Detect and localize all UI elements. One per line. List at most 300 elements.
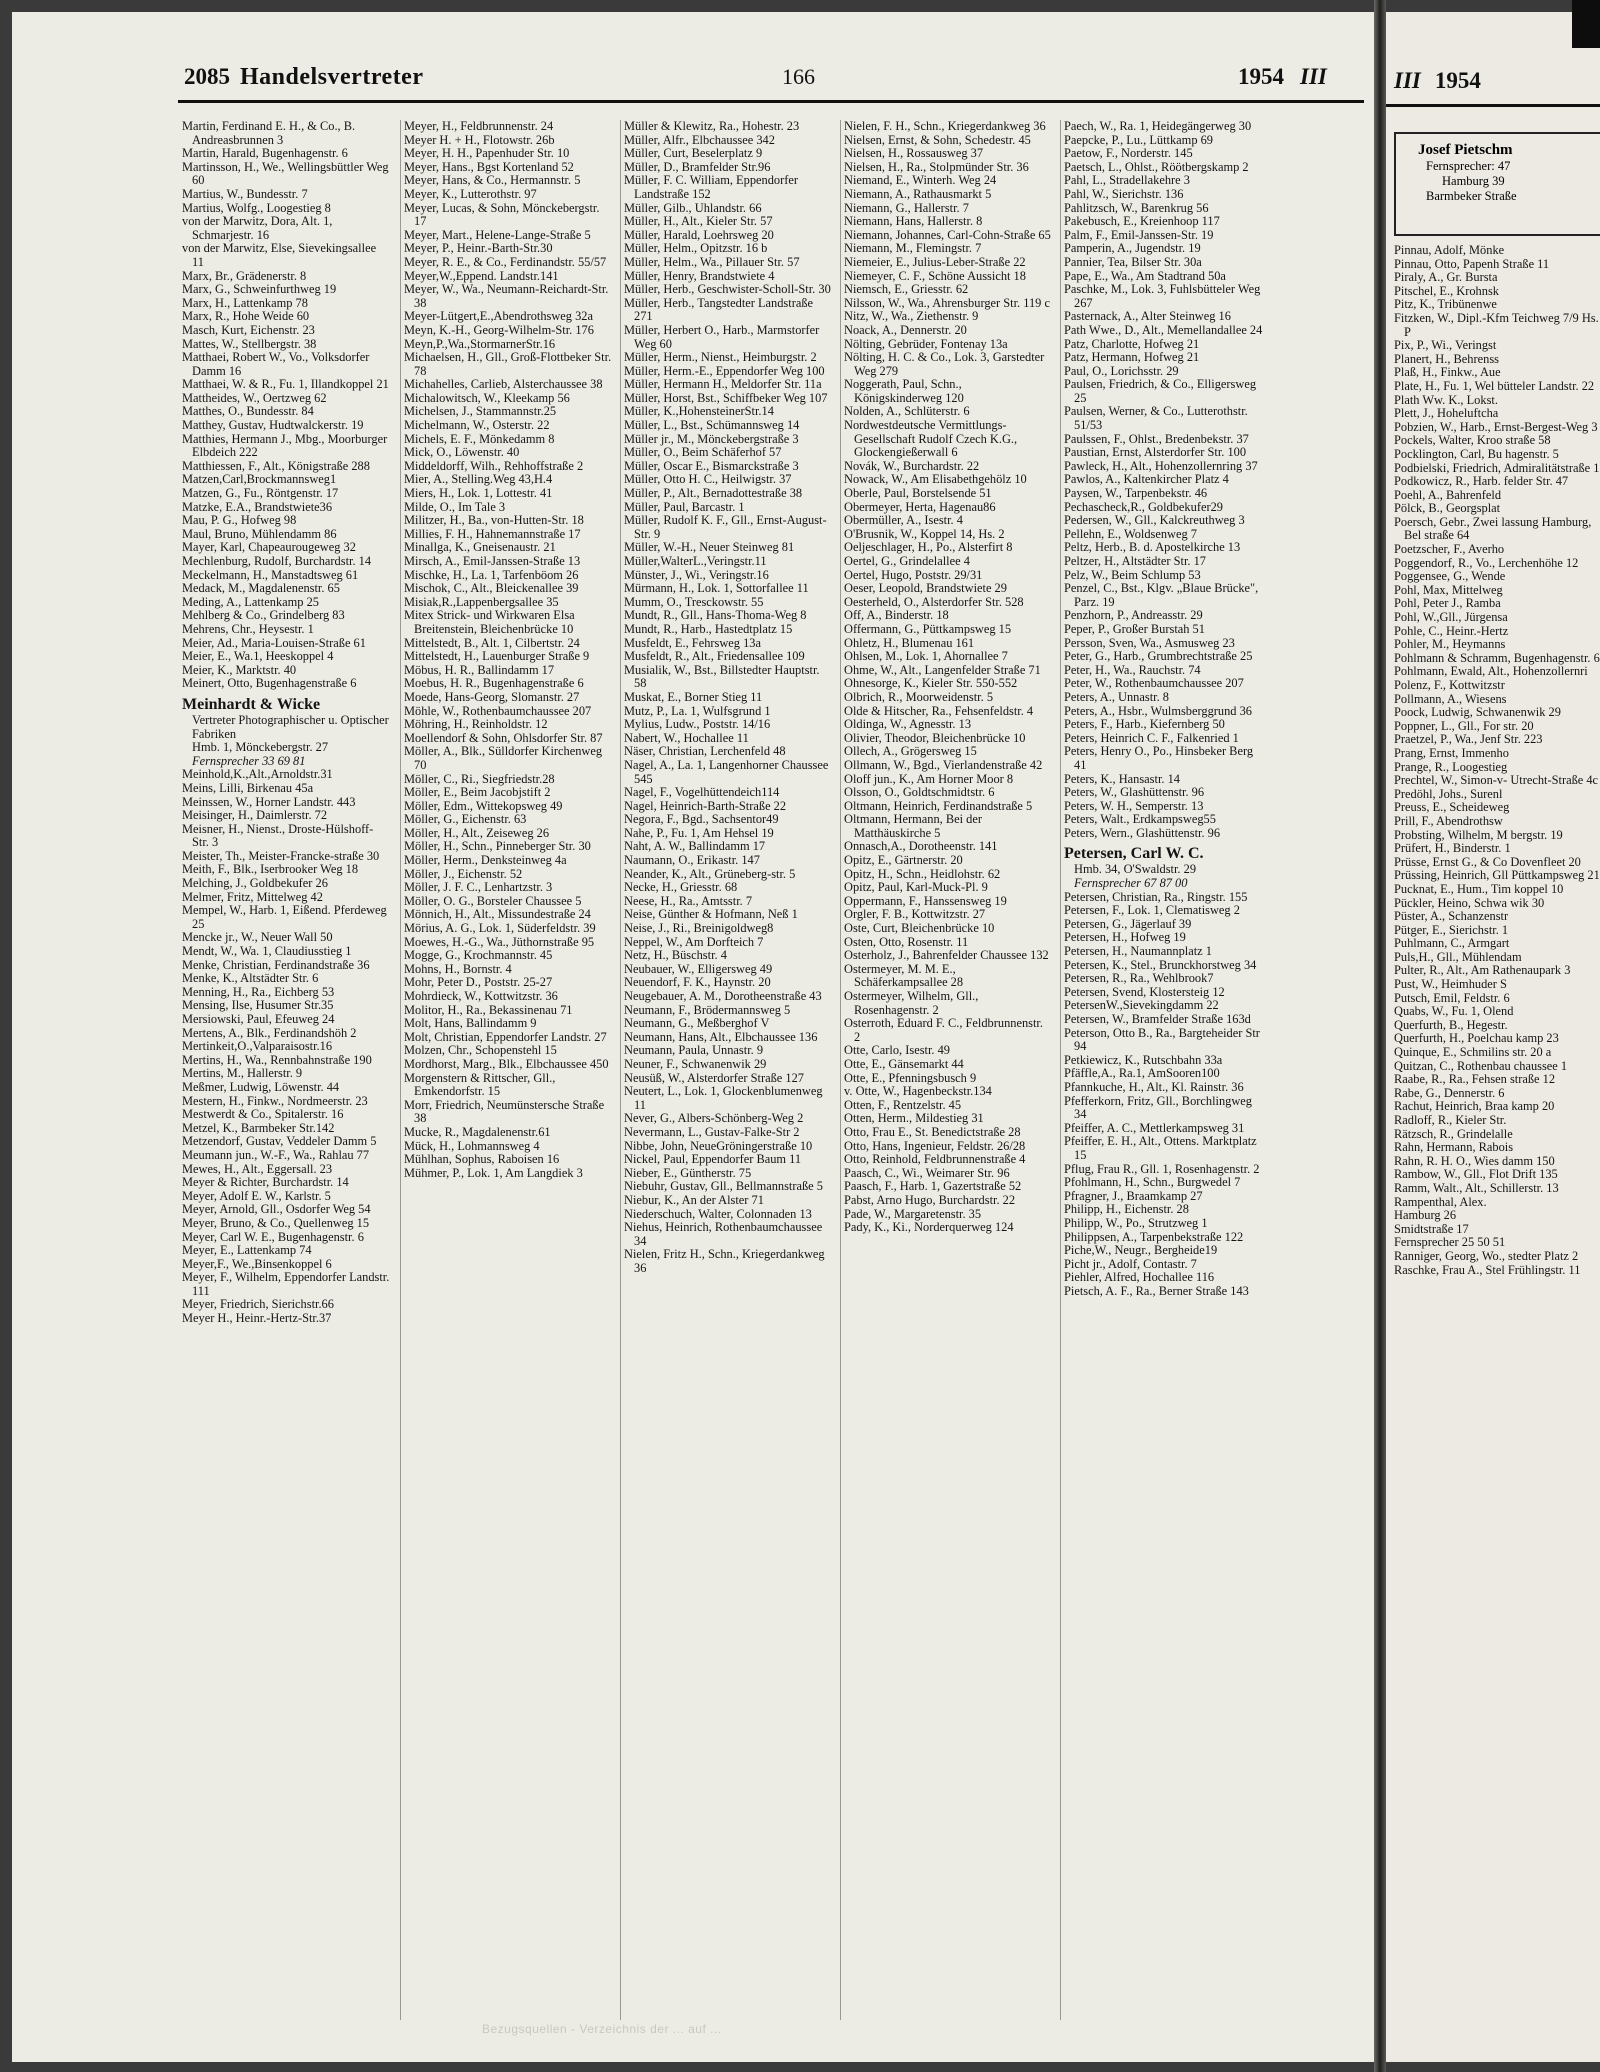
directory-entry: Nölting, H. C. & Co., Lok. 3, Garstedter Weg 279 bbox=[844, 350, 1045, 378]
directory-entry: Müller, K.,HohensteinerStr.14 bbox=[624, 404, 774, 419]
directory-entry: Pfeiffer, E. H., Alt., Ottens. Marktplatz 15 bbox=[1064, 1134, 1257, 1162]
directory-entry: Niemann, Johannes, Carl-Cohn-Straße 65 bbox=[844, 227, 1051, 242]
directory-entry: Niemeyer, C. F., Schöne Aussicht 18 bbox=[844, 268, 1026, 283]
directory-entry: Münster, J., Wi., Veringstr.16 bbox=[624, 567, 769, 582]
directory-entry: Pohlmann & Schramm, Bugenhagenstr. 6 bbox=[1394, 650, 1600, 665]
directory-entry: Mewes, H., Alt., Eggersall. 23 bbox=[182, 1161, 333, 1176]
directory-entry: Oldinga, W., Agnesstr. 13 bbox=[844, 717, 972, 732]
directory-entry: Ohnesorge, K., Kieler Str. 550-552 bbox=[844, 676, 1018, 691]
directory-entry: Rachut, Heinrich, Braa kamp 20 bbox=[1394, 1099, 1555, 1114]
directory-entry: Meyer, H., Feldbrunnenstr. 24 bbox=[404, 119, 554, 133]
directory-entry: Ostermeyer, Wilhelm, Gll., Rosenhagenstr. 2 bbox=[844, 989, 979, 1017]
ad-line: Barmbeker Straße bbox=[1426, 189, 1517, 203]
directory-entry: Pitschel, E., Krohnsk bbox=[1394, 283, 1499, 298]
directory-entry: Mordhorst, Marg., Blk., Elbchaussee 450 bbox=[404, 1056, 609, 1071]
directory-entry: Olde & Hitscher, Ra., Fehsenfeldstr. 4 bbox=[844, 703, 1034, 718]
directory-entry: Menning, H., Ra., Eichberg 53 bbox=[182, 984, 335, 999]
directory-entry: Noggerath, Paul, Schn., Königskinderweg 120 bbox=[844, 377, 964, 405]
directory-entry: Poggendorf, R., Vo., Lerchenhöhe 12 bbox=[1394, 555, 1579, 570]
directory-entry: Necke, H., Griesstr. 68 bbox=[624, 880, 738, 895]
directory-entry: Paetsch, L., Ohlst., Röötbergskamp 2 bbox=[1064, 159, 1249, 174]
directory-entry: Mattes, W., Stellbergstr. 38 bbox=[182, 336, 317, 351]
directory-entry: Prange, R., Loogestieg bbox=[1394, 759, 1508, 774]
directory-entry: Müller, Herm.-E., Eppendorfer Weg 100 bbox=[624, 363, 825, 378]
directory-entry: Neugebauer, A. M., Dorotheenstraße 43 bbox=[624, 989, 822, 1003]
directory-entry: Nielsen, Ernst, & Sohn, Schedestr. 45 bbox=[844, 132, 1031, 147]
directory-entry: Podbielski, Friedrich, Admiralitätstraße 1 bbox=[1394, 460, 1600, 475]
directory-entry: Pahl, L., Stradellakehre 3 bbox=[1064, 173, 1190, 188]
directory-entry: Meyer, Adolf E. W., Karlstr. 5 bbox=[182, 1188, 331, 1203]
directory-entry: Pfannkuche, H., Alt., Kl. Rainstr. 36 bbox=[1064, 1079, 1244, 1094]
directory-entry: Menke, K., Altstädter Str. 6 bbox=[182, 971, 319, 986]
directory-entry: Pannier, Tea, Bilser Str. 30a bbox=[1064, 254, 1202, 269]
directory-entry: Möller, Herm., Denksteinweg 4a bbox=[404, 853, 567, 868]
directory-entry: Peter, G., Harb., Grumbrechtstraße 25 bbox=[1064, 649, 1253, 664]
directory-entry: Olbrich, R., Moorweidenstr. 5 bbox=[844, 689, 994, 704]
directory-entry: Müller, Hermann H., Meldorfer Str. 11a bbox=[624, 377, 822, 392]
directory-entry: Pade, W., Margaretenstr. 35 bbox=[844, 1206, 982, 1221]
directory-entry: Hmb. 34, O'Swaldstr. 29 bbox=[1074, 862, 1197, 877]
directory-entry: Pölck, B., Georgsplat bbox=[1394, 501, 1501, 516]
directory-entry: Rätzsch, R., Grindelalle bbox=[1394, 1126, 1513, 1141]
directory-entry: Otte, E., Pfenningsbusch 9 bbox=[844, 1070, 977, 1085]
directory-entry: Meyer, Lucas, & Sohn, Mönckebergstr. 17 bbox=[404, 200, 600, 229]
directory-entry: Pust, W., Heimhuder S bbox=[1394, 977, 1507, 992]
directory-entry: Onnasch,A., Dorotheenstr. 141 bbox=[844, 839, 998, 854]
directory-entry: Nagel, Heinrich-Barth-Straße 22 bbox=[624, 798, 787, 813]
directory-entry: Peters, A., Unnastr. 8 bbox=[1064, 689, 1169, 704]
directory-entry: Mogge, G., Krochmannstr. 45 bbox=[404, 948, 553, 963]
directory-entry: Pawlos, A., Kaltenkircher Platz 4 bbox=[1064, 472, 1229, 487]
directory-entry: Pape, E., Wa., Am Stadtrand 50a bbox=[1064, 268, 1226, 283]
directory-entry: Pohl, Max, Mittelweg bbox=[1394, 582, 1503, 597]
directory-entry: Meyer, H. H., Papenhuder Str. 10 bbox=[404, 146, 570, 161]
directory-entry: Otto, Reinhold, Feldbrunnenstraße 4 bbox=[844, 1152, 1026, 1167]
directory-entry: Pfohlmann, H., Schn., Burgwedel 7 bbox=[1064, 1175, 1241, 1190]
directory-entry: Neuner, F., Schwanenwik 29 bbox=[624, 1056, 767, 1071]
directory-entry: Peterson, Otto B., Ra., Bargteheider Str 94 bbox=[1064, 1025, 1260, 1054]
directory-entry: Martius, Wolfg., Loogestieg 8 bbox=[182, 200, 331, 215]
directory-column-3 bbox=[624, 120, 832, 1275]
directory-entry: Nickel, Paul, Eppendorfer Baum 11 bbox=[624, 1152, 802, 1167]
directory-entry: Matthaei, Robert W., Vo., Volksdorfer Damm 16 bbox=[182, 350, 370, 378]
directory-entry: Mutz, P., La. 1, Wulfsgrund 1 bbox=[624, 703, 771, 718]
directory-entry: Melmer, Fritz, Mittelweg 42 bbox=[182, 889, 323, 904]
directory-entry: Meding, A., Lattenkamp 25 bbox=[182, 594, 319, 609]
directory-entry: Meyer H., Heinr.-Hertz-Str.37 bbox=[182, 1311, 332, 1326]
directory-entry: Molzen, Chr., Schopenstehl 15 bbox=[404, 1043, 557, 1058]
directory-entry: Mertinkeit,O.,Valparaisostr.16 bbox=[182, 1039, 333, 1054]
directory-entry: Pamperin, A., Jugendstr. 19 bbox=[1064, 241, 1201, 256]
directory-entry: Prill, F., Abendrothsw bbox=[1394, 813, 1503, 828]
directory-entry: Pohl, W.,Gll., Jürgensa bbox=[1394, 610, 1508, 625]
directory-entry: Paech, W., Ra. 1, Heidegängerweg 30 bbox=[1064, 119, 1252, 133]
directory-entry: Planert, H., Behrenss bbox=[1394, 351, 1499, 366]
directory-entry: Meier, Ad., Maria-Louisen-Straße 61 bbox=[182, 635, 366, 650]
directory-entry: Meier, K., Marktstr. 40 bbox=[182, 662, 297, 677]
directory-entry: Mucke, R., Magdalenenstr.61 bbox=[404, 1124, 551, 1139]
directory-entry: Plaß, H., Finkw., Aue bbox=[1394, 365, 1501, 380]
directory-column-4 bbox=[844, 120, 1052, 1235]
directory-entry: Pawleck, H., Alt., Hohenzollernring 37 bbox=[1064, 458, 1258, 473]
directory-entry: Poehl, A., Bahrenfeld bbox=[1394, 487, 1502, 502]
directory-entry: Peter, H., Wa., Rauchstr. 74 bbox=[1064, 662, 1201, 677]
directory-entry: Mersiowski, Paul, Efeuweg 24 bbox=[182, 1012, 335, 1026]
advertisement-box bbox=[1394, 132, 1600, 236]
directory-entry: Mück, H., Lohmannsweg 4 bbox=[404, 1138, 540, 1153]
directory-entry: Mörius, A. G., Lok. 1, Süderfeldstr. 39 bbox=[404, 921, 596, 936]
directory-entry: Müller, L., Bst., Schümannsweg 14 bbox=[624, 418, 800, 433]
directory-entry: Meinssen, W., Horner Landstr. 443 bbox=[182, 794, 356, 809]
directory-entry: Nowack, W., Am Elisabethgehölz 10 bbox=[844, 472, 1027, 487]
directory-entry: Militzer, H., Ba., von-Hutten-Str. 18 bbox=[404, 513, 584, 528]
directory-entry: Ostermeyer, M. M. E., Schäferkampsallee 28 bbox=[844, 961, 964, 990]
directory-entry: Orgler, F. B., Kottwitzstr. 27 bbox=[844, 907, 986, 922]
directory-entry: Näser, Christian, Lerchenfeld 48 bbox=[624, 744, 786, 759]
page-header-right bbox=[1238, 64, 1327, 100]
directory-entry: Pohlmann, Ewald, Alt., Hohenzollernri bbox=[1394, 664, 1588, 679]
directory-entry: Meyer, Friedrich, Sierichstr.66 bbox=[182, 1297, 334, 1312]
directory-entry: Metzel, K., Barmbeker Str.142 bbox=[182, 1120, 335, 1135]
directory-entry: Pakebusch, E., Kreienhoop 117 bbox=[1064, 214, 1220, 229]
directory-entry: O'Brusnik, W., Koppel 14, Hs. 2 bbox=[844, 526, 1005, 541]
directory-entry: Otto, Frau E., St. Benedictstraße 28 bbox=[844, 1124, 1021, 1139]
directory-entry: Putsch, Emil, Feldstr. 6 bbox=[1394, 990, 1510, 1005]
directory-entry: Paustian, Ernst, Alsterdorfer Str. 100 bbox=[1064, 445, 1247, 460]
directory-entry: Raabe, R., Ra., Fehsen straße 12 bbox=[1394, 1072, 1556, 1087]
directory-entry: Rambow, W., Gll., Flot Drift 135 bbox=[1394, 1167, 1558, 1182]
directory-entry: Petersen, W., Bramfelder Straße 163d bbox=[1064, 1012, 1251, 1026]
directory-entry: Peltzer, H., Altstädter Str. 17 bbox=[1064, 554, 1206, 568]
directory-entry: Oppermann, F., Hanssensweg 19 bbox=[844, 893, 1007, 908]
directory-entry: Neuendorf, F. K., Haynstr. 20 bbox=[624, 975, 771, 990]
next-page-rule bbox=[1386, 104, 1600, 107]
directory-entry: Niemsch, E., Griesstr. 62 bbox=[844, 282, 969, 297]
directory-entry: Pitz, K., Tribünenwe bbox=[1394, 297, 1497, 312]
directory-entry: Müller, Oscar E., Bismarckstraße 3 bbox=[624, 458, 799, 473]
directory-entry: Niebur, K., An der Alster 71 bbox=[624, 1192, 764, 1207]
directory-entry: Paepcke, P., Lu., Lüttkamp 69 bbox=[1064, 132, 1214, 147]
directory-entry: Negora, F., Bgd., Sachsentor49 bbox=[624, 812, 779, 827]
directory-entry: Pady, K., Ki., Norderquerweg 124 bbox=[844, 1220, 1014, 1235]
directory-entry: Pedersen, W., Gll., Kalckreuthweg 3 bbox=[1064, 513, 1245, 528]
directory-entry: Misiak,R.,Lappenbergsallee 35 bbox=[404, 594, 559, 609]
directory-entry: Pietsch, A. F., Ra., Berner Straße 143 bbox=[1064, 1283, 1249, 1298]
directory-entry: Meyer & Richter, Burchardstr. 14 bbox=[182, 1175, 349, 1190]
directory-entry: Quitzan, C., Rothenbau chaussee 1 bbox=[1394, 1058, 1568, 1073]
directory-entry: Neumann, F., Brödermannsweg 5 bbox=[624, 1002, 791, 1017]
directory-entry: Meinhardt & Wicke bbox=[182, 695, 321, 713]
directory-entry: Petersen, Svend, Klostersteig 12 bbox=[1064, 984, 1225, 999]
directory-entry: Off, A., Binderstr. 18 bbox=[844, 608, 949, 623]
directory-entry: Meyn, K.-H., Georg-Wilhelm-Str. 176 bbox=[404, 322, 594, 337]
directory-entry: Nibbe, John, NeueGröningerstraße 10 bbox=[624, 1138, 813, 1153]
directory-entry: Ollech, A., Grögersweg 15 bbox=[844, 744, 977, 759]
directory-entry: Pechascheck,R., Goldbekufer29 bbox=[1064, 499, 1223, 514]
directory-entry: Noack, A., Dennerstr. 20 bbox=[844, 322, 967, 337]
directory-entry: Nölting, Gebrüder, Fontenay 13a bbox=[844, 336, 1008, 351]
directory-entry: Mechlenburg, Rudolf, Burchardstr. 14 bbox=[182, 554, 372, 568]
directory-entry: Offermann, G., Püttkampsweg 15 bbox=[844, 621, 1012, 636]
directory-entry: Matthes, O., Bundesstr. 84 bbox=[182, 404, 314, 419]
directory-entry: Matthaei, W. & R., Fu. 1, Illandkoppel 21 bbox=[182, 377, 389, 392]
directory-entry: Mertins, M., Hallerstr. 9 bbox=[182, 1066, 303, 1081]
directory-entry: Moellendorf & Sohn, Ohlsdorfer Str. 87 bbox=[404, 730, 603, 745]
directory-entry: Pellehn, E., Woldsenweg 7 bbox=[1064, 526, 1197, 541]
directory-entry: Ohlsen, M., Lok. 1, Ahornallee 7 bbox=[844, 649, 1008, 664]
directory-entry: Peters, Heinrich C. F., Falkenried 1 bbox=[1064, 730, 1239, 745]
directory-entry: Oertel, Hugo, Poststr. 29/31 bbox=[844, 567, 983, 582]
directory-entry: Piche,W., Neugr., Bergheide19 bbox=[1064, 1243, 1218, 1258]
directory-entry: Müller, Helm., Wa., Pillauer Str. 57 bbox=[624, 254, 800, 269]
ad-name: Josef Pietschm bbox=[1418, 142, 1513, 158]
directory-entry: Martius, W., Bundesstr. 7 bbox=[182, 186, 308, 201]
directory-entry: Mier, A., Stelling.Weg 43,H.4 bbox=[404, 472, 553, 487]
page-header-left bbox=[184, 64, 424, 100]
directory-entry: Meyer,F., We.,Binsenkoppel 6 bbox=[182, 1256, 332, 1271]
directory-entry: Pelz, W., Beim Schlump 53 bbox=[1064, 567, 1201, 582]
directory-entry: Poppner, L., Gll., For str. 20 bbox=[1394, 718, 1534, 733]
directory-entry: Nahe, P., Fu. 1, Am Hehsel 19 bbox=[624, 825, 774, 840]
directory-entry: Olivier, Theodor, Bleichenbrücke 10 bbox=[844, 730, 1026, 745]
directory-entry: Pohle, C., Heinr.-Hertz bbox=[1394, 623, 1509, 638]
directory-entry: Prang, Ernst, Immenho bbox=[1394, 745, 1509, 760]
directory-entry: Nevermann, L., Gustav-Falke-Str 2 bbox=[624, 1124, 800, 1139]
directory-entry: Müller, Horst, Bst., Schiffbeker Weg 107 bbox=[624, 390, 828, 405]
directory-entry: Pulter, R., Alt., Am Rathenaupark 3 bbox=[1394, 963, 1571, 978]
directory-entry: Müller, Herb., Geschwister-Scholl-Str. 30 bbox=[624, 282, 831, 297]
directory-entry: Nielen, Fritz H., Schn., Kriegerdankweg 36 bbox=[624, 1247, 825, 1275]
directory-entry: Piraly, A., Gr. Bursta bbox=[1394, 270, 1498, 285]
directory-entry: Mittelstedt, B., Alt. 1, Cilbertstr. 24 bbox=[404, 635, 580, 650]
book-gutter bbox=[1374, 0, 1386, 2072]
directory-entry: Mencke jr., W., Neuer Wall 50 bbox=[182, 930, 333, 945]
next-page-year: 1954 bbox=[1434, 68, 1481, 93]
directory-entry: Mittelstedt, H., Lauenburger Straße 9 bbox=[404, 649, 590, 664]
directory-entry: Palm, F., Emil-Janssen-Str. 19 bbox=[1064, 227, 1214, 242]
directory-entry: v. Otte, W., Hagenbeckstr.134 bbox=[844, 1084, 992, 1099]
directory-entry: Picht jr., Adolf, Contastr. 7 bbox=[1064, 1256, 1197, 1271]
directory-entry: Neppel, W., Am Dorfteich 7 bbox=[624, 934, 764, 949]
directory-entry: Neise, Günther & Hofmann, Neß 1 bbox=[624, 907, 798, 922]
directory-entry: Otto, Hans, Ingenieur, Feldstr. 26/28 bbox=[844, 1138, 1026, 1153]
directory-entry: Peters, F., Harb., Kiefernberg 50 bbox=[1064, 717, 1225, 732]
directory-entry: Melching, J., Goldbekufer 26 bbox=[182, 876, 328, 891]
directory-entry: Niemann, M., Flemingstr. 7 bbox=[844, 241, 982, 256]
directory-entry: Matzen, G., Fu., Röntgenstr. 17 bbox=[182, 486, 339, 501]
directory-entry: Musfeldt, E., Fehrsweg 13a bbox=[624, 635, 761, 650]
directory-entry: Nielsen, H., Ra., Stolpmünder Str. 36 bbox=[844, 159, 1029, 174]
directory-entry: Fernsprecher 67 87 00 bbox=[1074, 876, 1188, 891]
directory-entry: Puls,H., Gll., Mühlendam bbox=[1394, 949, 1522, 964]
directory-entry: Oeser, Leopold, Brandstwiete 29 bbox=[844, 581, 1007, 596]
directory-entry: Ohletz, H., Blumenau 161 bbox=[844, 635, 975, 650]
directory-entry: Meyer H. + H., Flotowstr. 26b bbox=[404, 132, 555, 147]
directory-entry: Pabst, Arno Hugo, Burchardstr. 22 bbox=[844, 1192, 1016, 1207]
directory-entry: Quabs, W., Fu. 1, Olend bbox=[1394, 1004, 1514, 1019]
directory-entry: Meyer, Hans, & Co., Hermannstr. 5 bbox=[404, 173, 581, 188]
directory-entry: Penzhorn, P., Andreasstr. 29 bbox=[1064, 608, 1203, 623]
directory-entry: Müller, Herbert O., Harb., Marmstorfer Weg 60 bbox=[624, 322, 820, 351]
directory-entry: Neutert, L., Lok. 1, Glockenblumenweg 11 bbox=[624, 1084, 823, 1112]
directory-entry: Pasternack, A., Alter Steinweg 16 bbox=[1064, 309, 1231, 324]
directory-entry: Oertel, G., Grindelallee 4 bbox=[844, 554, 970, 568]
directory-entry: Paulsen, Friedrich, & Co., Elligersweg 25 bbox=[1064, 377, 1257, 405]
directory-entry: Möller, O. G., Borsteler Chaussee 5 bbox=[404, 893, 582, 908]
directory-entry: Peters, Walt., Erdkampsweg55 bbox=[1064, 812, 1216, 827]
directory-entry: Molitor, H., Ra., Bekassinenau 71 bbox=[404, 1002, 573, 1017]
directory-entry: Möhle, W., Rothenbaumchaussee 207 bbox=[404, 703, 592, 718]
directory-entry: Paasch, F., Harb. 1, Gazertstraße 52 bbox=[844, 1179, 1022, 1194]
directory-entry: Müller, Rudolf K. F., Gll., Ernst-August-Str. 9 bbox=[624, 513, 827, 541]
directory-entry: Ranniger, Georg, Wo., stedter Platz 2 bbox=[1394, 1248, 1579, 1263]
directory-entry: Meyer, Bruno, & Co., Quellenweg 15 bbox=[182, 1215, 370, 1230]
directory-entry: Prechtel, W., Simon-v- Utrecht-Straße 4c bbox=[1394, 773, 1599, 788]
directory-entry: Peters, W., Glashüttenstr. 96 bbox=[1064, 785, 1205, 800]
directory-entry: Puhlmann, C., Armgart bbox=[1394, 936, 1510, 951]
directory-entry: Martin, Harald, Bugenhagenstr. 6 bbox=[182, 146, 348, 161]
directory-entry: Musialik, W., Bst., Billstedter Hauptstr. 58 bbox=[624, 662, 820, 691]
directory-entry: Moede, Hans-Georg, Slomanstr. 27 bbox=[404, 689, 580, 704]
column-divider bbox=[620, 120, 621, 2020]
ad-line: Hamburg 39 bbox=[1442, 174, 1505, 188]
directory-entry: Peters, Wern., Glashüttenstr. 96 bbox=[1064, 825, 1221, 840]
directory-entry: Peter, W., Rothenbaumchaussee 207 bbox=[1064, 676, 1244, 691]
directory-entry: Müller, Curt, Beselerplatz 9 bbox=[624, 146, 763, 161]
directory-entry: Novák, W., Burchardstr. 22 bbox=[844, 458, 980, 473]
directory-entry: Fernsprecher 25 50 51 bbox=[1394, 1235, 1506, 1250]
next-page-column bbox=[1394, 244, 1600, 1277]
directory-column-1 bbox=[182, 120, 390, 1326]
directory-entry: Neumann, Paula, Unnastr. 9 bbox=[624, 1043, 764, 1058]
page-year: 1954 bbox=[1238, 64, 1284, 89]
directory-entry: Müller & Klewitz, Ra., Hohestr. 23 bbox=[624, 119, 800, 133]
next-page-header bbox=[1394, 68, 1481, 104]
page-center-number: 166 bbox=[782, 64, 815, 89]
directory-column-5 bbox=[1064, 120, 1264, 1298]
directory-entry: Predöhl, Johs., Surenl bbox=[1394, 786, 1503, 801]
directory-entry: Meyer, P., Heinr.-Barth-Str.30 bbox=[404, 241, 553, 256]
right-page bbox=[1386, 12, 1600, 2062]
directory-entry: Müller, F. C. William, Eppendorfer Landstraße 152 bbox=[624, 173, 798, 201]
directory-entry: Pückler, Heino, Schwa wik 30 bbox=[1394, 895, 1545, 910]
directory-entry: Pfefferkorn, Fritz, Gll., Borchlingweg 34 bbox=[1064, 1093, 1253, 1122]
directory-entry: Pfäffle,A., Ra.1, AmSooren100 bbox=[1064, 1066, 1220, 1081]
directory-entry: Ohme, W., Alt., Langenfelder Straße 71 bbox=[844, 662, 1041, 677]
directory-entry: Obermeyer, Herta, Hagenau86 bbox=[844, 499, 996, 514]
directory-entry: Path Wwe., D., Alt., Memellandallee 24 bbox=[1064, 322, 1263, 337]
directory-entry: Pocklington, Carl, Bu hagenstr. 5 bbox=[1394, 446, 1559, 461]
directory-entry: Niebuhr, Gustav, Gll., Bellmannstraße 5 bbox=[624, 1179, 823, 1194]
directory-entry: Müller, Alfr., Elbchaussee 342 bbox=[624, 132, 775, 147]
directory-entry: Meisner, H., Nienst., Droste-Hülshoff-Str. 3 bbox=[182, 821, 374, 850]
directory-entry: von der Marwitz, Dora, Alt. 1, Schmarjestr. 16 bbox=[182, 214, 333, 242]
directory-entry: Petersen, G., Jägerlauf 39 bbox=[1064, 916, 1192, 931]
directory-entry: Mertins, H., Wa., Rennbahnstraße 190 bbox=[182, 1052, 372, 1067]
directory-entry: Paul, O., Lorichsstr. 29 bbox=[1064, 363, 1179, 378]
directory-entry: Pockels, Walter, Kroo straße 58 bbox=[1394, 433, 1551, 448]
directory-entry: Meyer,W.,Eppend. Landstr.141 bbox=[404, 268, 559, 283]
directory-entry: Meyn,P.,Wa.,StormarnerStr.16 bbox=[404, 336, 556, 351]
directory-entry: Mohrdieck, W., Kottwitzstr. 36 bbox=[404, 989, 558, 1003]
directory-entry: Neumann, G., Meßberghof V bbox=[624, 1016, 770, 1031]
directory-entry: Peters, Henry O., Po., Hinsbeker Berg 41 bbox=[1064, 744, 1254, 772]
directory-entry: Petersen, Christian, Ra., Ringstr. 155 bbox=[1064, 889, 1248, 904]
directory-entry: Matthies, Hermann J., Mbg., Moorburger Elbdeich 222 bbox=[182, 431, 388, 460]
directory-entry: Mohr, Peter D., Poststr. 25-27 bbox=[404, 975, 553, 990]
directory-entry: Püster, A., Schanzenstr bbox=[1394, 909, 1509, 924]
directory-entry: Niemann, G., Hallerstr. 7 bbox=[844, 200, 969, 215]
directory-entry: Möhring, H., Reinholdstr. 12 bbox=[404, 717, 548, 732]
directory-entry: Mendt, W., Wa. 1, Claudiusstieg 1 bbox=[182, 944, 352, 959]
directory-entry: Niemand, E., Winterh. Weg 24 bbox=[844, 173, 997, 188]
directory-entry: Mundt, R., Harb., Hastedtplatz 15 bbox=[624, 621, 793, 636]
directory-entry: Plate, H., Fu. 1, Wel bütteler Landstr. 22 bbox=[1394, 378, 1595, 393]
directory-entry: Pohl, Peter J., Ramba bbox=[1394, 596, 1501, 611]
directory-entry: Philippsen, A., Tarpenbekstraße 122 bbox=[1064, 1229, 1244, 1244]
directory-entry: Mönnich, H., Alt., Missundestraße 24 bbox=[404, 907, 591, 922]
directory-entry: Michahelles, Carlieb, Alsterchaussee 38 bbox=[404, 377, 603, 392]
directory-entry: Nordwestdeutsche Vermittlungs-Gesellschaft Rudolf Czech K.G., Glockengießerwall 6 bbox=[844, 418, 1018, 460]
directory-entry: Millies, F. H., Hahnemannstraße 17 bbox=[404, 526, 581, 541]
directory-entry: Radloff, R., Kieler Str. bbox=[1394, 1113, 1507, 1127]
directory-entry: Paasch, C., Wi., Weimarer Str. 96 bbox=[844, 1165, 1010, 1180]
directory-entry: Rahn, R. H. O., Wies damm 150 bbox=[1394, 1153, 1555, 1168]
directory-entry: Opitz, H., Schn., Heidlohstr. 62 bbox=[844, 866, 1001, 881]
directory-entry: Marx, Br., Grädenerstr. 8 bbox=[182, 268, 307, 283]
directory-entry: Meyer, K., Lutterothstr. 97 bbox=[404, 186, 537, 201]
directory-entry: Muskat, E., Borner Stieg 11 bbox=[624, 689, 763, 704]
directory-entry: Marx, R., Hohe Weide 60 bbox=[182, 309, 310, 324]
directory-entry: Masch, Kurt, Eichenstr. 23 bbox=[182, 322, 315, 337]
directory-entry: Menke, Christian, Ferdinandstraße 36 bbox=[182, 957, 370, 972]
directory-entry: Niemann, A., Rathausmarkt 5 bbox=[844, 186, 992, 201]
directory-entry: Polenz, F., Kottwitzstr bbox=[1394, 678, 1505, 692]
directory-entry: Müller, Herm., Nienst., Heimburgstr. 2 bbox=[624, 350, 817, 365]
directory-entry: Poetzscher, F., Averho bbox=[1394, 542, 1505, 557]
directory-entry: Mehlberg & Co., Grindelberg 83 bbox=[182, 608, 345, 623]
directory-entry: Morgenstern & Rittscher, Gll., Emkendorfstr. 15 bbox=[404, 1070, 556, 1099]
directory-entry: Meister, Th., Meister-Francke-straße 30 bbox=[182, 848, 380, 863]
directory-entry: Maul, Bruno, Mühlendamm 86 bbox=[182, 526, 337, 541]
directory-entry: Poersch, Gebr., Zwei lassung Hamburg, Bel straße 64 bbox=[1394, 514, 1592, 543]
directory-entry: Patz, Charlotte, Hofweg 21 bbox=[1064, 336, 1200, 351]
directory-entry: Nabert, W., Hochallee 11 bbox=[624, 730, 749, 745]
directory-entry: Rabe, G., Dennerstr. 6 bbox=[1394, 1085, 1505, 1100]
directory-entry: Mick, O., Löwenstr. 40 bbox=[404, 445, 520, 460]
directory-entry: Pütger, E., Sierichstr. 1 bbox=[1394, 922, 1509, 937]
directory-entry: Middeldorff, Wilh., Rehhoffstraße 2 bbox=[404, 458, 584, 473]
directory-entry: Petersen, H., Hofweg 19 bbox=[1064, 930, 1186, 945]
directory-entry: Nolden, A., Schlüterstr. 6 bbox=[844, 404, 970, 419]
directory-entry: Meyer, Mart., Helene-Lange-Straße 5 bbox=[404, 227, 591, 242]
directory-entry: Piehler, Alfred, Hochallee 116 bbox=[1064, 1270, 1215, 1285]
directory-entry: Martin, Ferdinand E. H., & Co., B. Andreasbrunnen 3 bbox=[182, 119, 356, 147]
directory-entry: Müller, O., Beim Schäferhof 57 bbox=[624, 445, 782, 460]
directory-entry: Metzendorf, Gustav, Veddeler Damm 5 bbox=[182, 1134, 377, 1149]
directory-entry: von der Marwitz, Else, Sievekingsallee 11 bbox=[182, 241, 377, 269]
directory-entry: Meyer, F., Wilhelm, Eppendorfer Landstr. 111 bbox=[182, 1270, 390, 1298]
directory-entry: Persson, Sven, Wa., Asmusweg 23 bbox=[1064, 635, 1235, 650]
directory-entry: Möller, H., Alt., Zeiseweg 26 bbox=[404, 825, 550, 840]
directory-entry: Mylius, Ludw., Poststr. 14/16 bbox=[624, 717, 771, 732]
directory-entry: Müller, Otto H. C., Heilwigstr. 37 bbox=[624, 472, 792, 487]
directory-entry: Plett, J., Hoheluftcha bbox=[1394, 406, 1499, 421]
directory-entry: Mehrens, Chr., Heysestr. 1 bbox=[182, 621, 314, 636]
directory-entry: Nagel, F., Vogelhüttendeich114 bbox=[624, 785, 780, 800]
directory-entry: Petersen, K., Stel., Brunckhorstweg 34 bbox=[1064, 957, 1257, 972]
directory-column-2 bbox=[404, 120, 612, 1180]
